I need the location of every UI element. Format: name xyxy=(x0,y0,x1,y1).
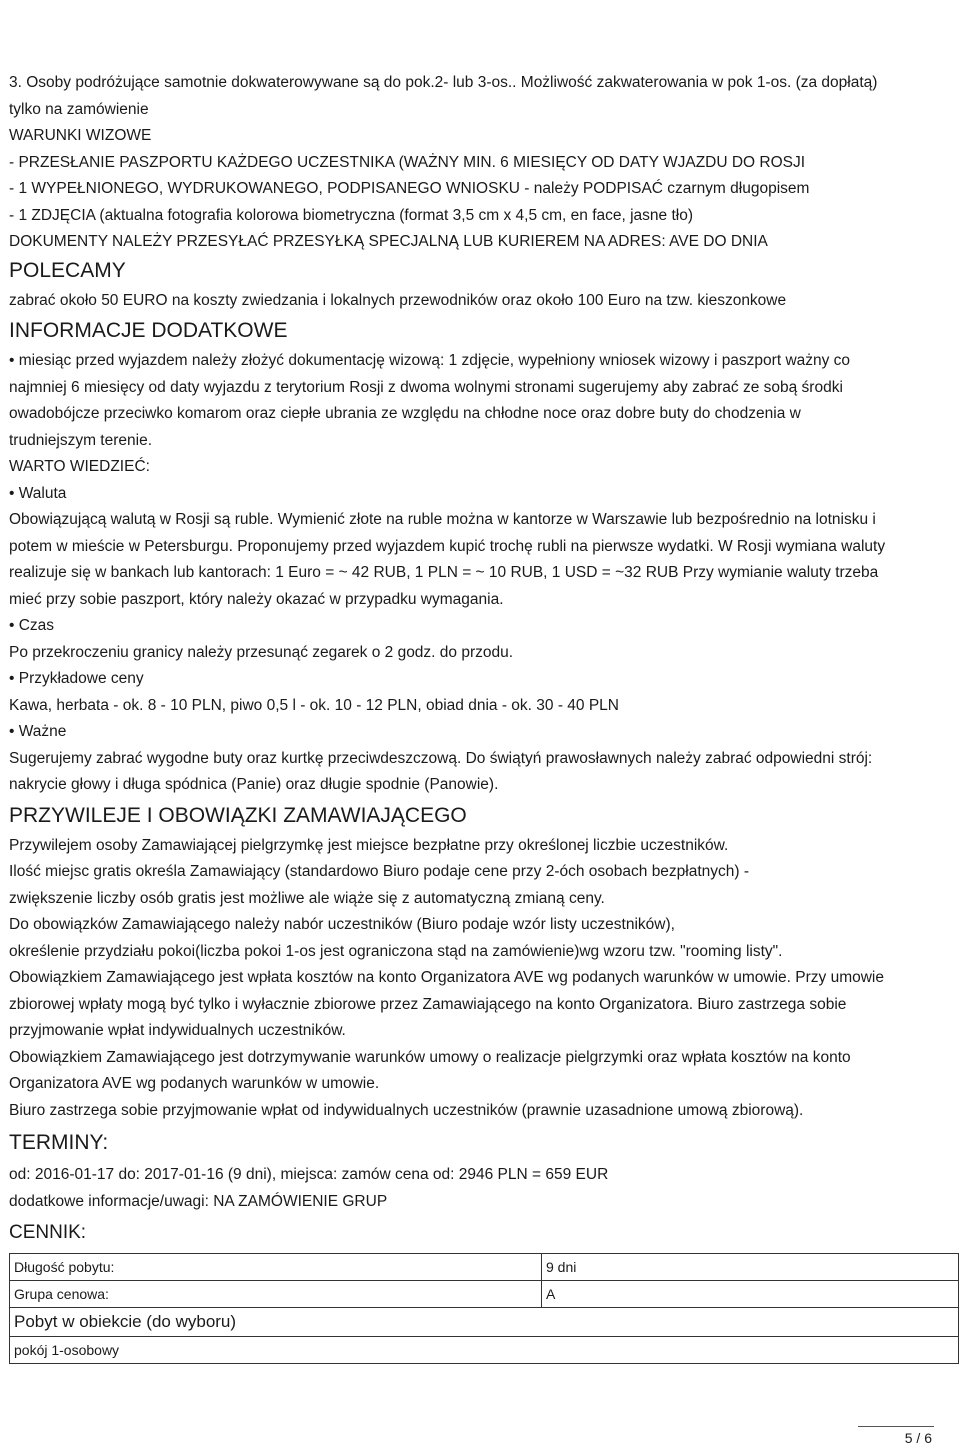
table-row xyxy=(10,1308,959,1337)
text-line: • Ważne xyxy=(9,723,67,740)
text-line: Obowiązkiem Zamawiającego jest dotrzymywanie warunków umowy o realizacje pielgrzymki oraz wpłata kosztów na konto xyxy=(9,1048,851,1066)
heading-cennik: CENNIK: xyxy=(9,1222,87,1243)
text-line: • Przykładowe ceny xyxy=(9,670,144,687)
group-label: Grupa cenowa: xyxy=(10,1281,542,1308)
section-info xyxy=(9,348,954,799)
text-line: Obowiązkiem Zamawiającego jest wpłata kosztów na konto Organizatora AVE wg podanych warunków w umowie. Przy umowie xyxy=(9,969,885,986)
text-line: realizuje się w bankach lub kantorach: 1 Euro = ~ 42 RUB, 1 PLN = ~ 10 RUB, 1 USD = ~32 RUB Przy wymianie waluty trzeba xyxy=(9,564,879,581)
text-line: trudniejszym terenie. xyxy=(9,431,153,449)
text-line: nakrycie głowy i długa spódnica (Panie) oraz długie spodnie (Panowie). xyxy=(9,776,499,793)
text-line: określenie przydziału pokoi(liczba pokoi 1-os jest ograniczona stąd na zamówienie)wg wzoru tzw. "rooming listy". xyxy=(9,942,783,960)
text-line: - 1 ZDJĘCIA (aktualna fotografia kolorowa biometryczna (format 3,5 cm x 4,5 cm, en face, jasne tło) xyxy=(9,206,694,224)
section-privileges xyxy=(9,833,954,1125)
duration-value: 9 dni xyxy=(542,1254,959,1281)
text-line: WARTO WIEDZIEĆ: xyxy=(9,458,150,475)
heading-polecamy: POLECAMY xyxy=(9,258,126,282)
polecamy-text: zabrać około 50 EURO na koszty zwiedzania i lokalnych przewodników oraz około 100 Euro na tzw. kieszonkowe xyxy=(9,291,787,309)
table-row xyxy=(10,1337,959,1364)
duration-label: Długość pobytu: xyxy=(10,1254,542,1281)
text-line: - PRZESŁANIE PASZPORTU KAŻDEGO UCZESTNIKA (WAŻNY MIN. 6 MIESIĘCY OD DATY WJAZDU DO ROSJI xyxy=(9,153,806,171)
document-page xyxy=(9,70,954,1364)
heading-informacje: INFORMACJE DODATKOWE xyxy=(9,319,288,342)
text-line: Biuro zastrzega sobie przyjmowanie wpłat od indywidualnych uczestników (prawnie uzasadnione umową zbiorową). xyxy=(9,1101,804,1119)
table-row xyxy=(10,1254,959,1281)
text-line: najmniej 6 miesięcy od daty wyjazdu z terytorium Rosji z dwoma wolnymi stronami sugerujemy aby zabrać ze sobą środki xyxy=(9,378,843,396)
text-line: 3. Osoby podróżujące samotnie dokwaterowywane są do pok.2- lub 3-os.. Możliwość zakwaterowania w pok 1-os. (za dopłatą) xyxy=(9,74,878,91)
page-number: 5 / 6 xyxy=(904,1430,932,1446)
group-value: A xyxy=(542,1281,959,1308)
text-line: przyjmowanie wpłat indywidualnych uczestników. xyxy=(9,1022,346,1039)
text-line: Kawa, herbata - ok. 8 - 10 PLN, piwo 0,5 l - ok. 10 - 12 PLN, obiad dnia - ok. 30 - 40 PLN xyxy=(9,696,619,714)
text-line: Ilość miejsc gratis określa Zamawiający (standardowo Biuro podaje cene przy 2-óch osobach bezpłatnych) - xyxy=(9,863,750,880)
text-line: Obowiązującą walutą w Rosji są ruble. Wymienić złote na ruble można w kantorze w Warszawie lub bezpośrednio na lotnisku i xyxy=(9,511,876,528)
table-row xyxy=(10,1281,959,1308)
stay-label: Pobyt w obiekcie (do wyboru) xyxy=(10,1308,959,1337)
text-line: DOKUMENTY NALEŻY PRZESYŁAĆ PRZESYŁKĄ SPECJALNĄ LUB KURIEREM NA ADRES: AVE DO DNIA xyxy=(9,233,768,250)
text-line: Do obowiązków Zamawiającego należy nabór uczestników (Biuro podaje wzór listy uczestników), xyxy=(9,916,675,933)
text-line: zwiększenie liczby osób gratis jest możliwe ale wiąże się z automatyczną zmianą ceny. xyxy=(9,889,605,907)
text-line: tylko na zamówienie xyxy=(9,100,149,118)
section-dates xyxy=(9,1162,954,1215)
text-line: od: 2016-01-17 do: 2017-01-16 (9 dni), miejsca: zamów cena od: 2946 PLN = 659 EUR xyxy=(9,1166,609,1183)
text-line: • Czas xyxy=(9,617,55,634)
text-line: mieć przy sobie paszport, który należy okazać w przypadku wymagania. xyxy=(9,590,504,608)
room-label: pokój 1-osobowy xyxy=(10,1337,959,1364)
text-line: Po przekroczeniu granicy należy przesunąć zegarek o 2 godz. do przodu. xyxy=(9,643,514,661)
heading-terminy: TERMINY: xyxy=(9,1131,109,1154)
text-line: • miesiąc przed wyjazdem należy złożyć dokumentację wizową: 1 zdjęcie, wypełniony wniosek wizowy i paszport ważny co xyxy=(9,352,851,369)
price-table xyxy=(9,1253,959,1364)
heading-przywileje: PRZYWILEJE I OBOWIĄZKI ZAMAWIAJĄCEGO xyxy=(9,803,467,827)
text-line: potem w mieście w Petersburgu. Proponujemy przed wyjazdem kupić trochę rubli na pierwsze wydatki. W Rosji wymiana waluty xyxy=(9,537,886,555)
text-line: Przywilejem osoby Zamawiającej pielgrzymkę jest miejsce bezpłatne przy określonej liczbie uczestników. xyxy=(9,836,729,854)
text-line: WARUNKI WIZOWE xyxy=(9,127,152,144)
text-line: zbiorowej wpłaty mogą być tylko i wyłacznie zbiorowe przez Zamawiającego na konto Organizatora. Biuro zastrzega sobie xyxy=(9,995,847,1013)
section-visa xyxy=(9,70,954,256)
text-line: • Waluta xyxy=(9,484,67,502)
text-line: owadobójcze przeciwko komarom oraz ciepłe ubrania ze względu na chłodne noce oraz dobre buty do chodzenia w xyxy=(9,405,801,422)
text-line: Sugerujemy zabrać wygodne buty oraz kurtkę przeciwdeszczową. Do świątyń prawosławnych należy zabrać odpowiedni strój: xyxy=(9,749,873,767)
text-line: - 1 WYPEŁNIONEGO, WYDRUKOWANEGO, PODPISANEGO WNIOSKU - należy PODPISAĆ czarnym długopisem xyxy=(9,180,810,197)
text-line: dodatkowe informacje/uwagi: NA ZAMÓWIENIE GRUP xyxy=(9,1192,388,1210)
footer-divider xyxy=(858,1426,934,1427)
text-line: Organizatora AVE wg podanych warunków w umowie. xyxy=(9,1075,380,1092)
